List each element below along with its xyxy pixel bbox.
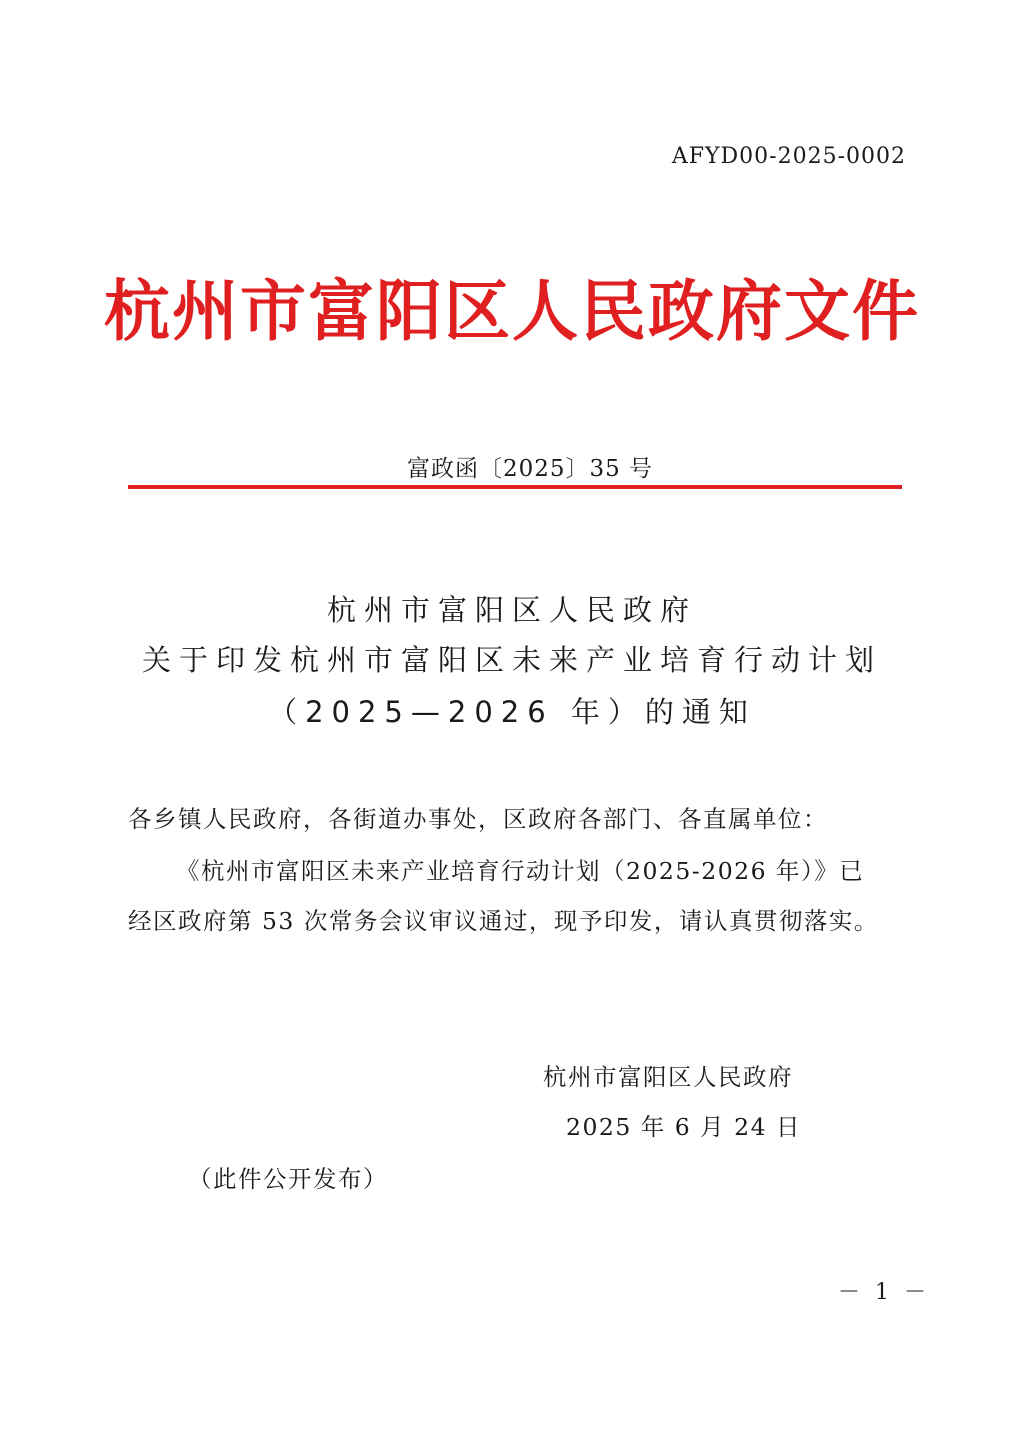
body-paragraph-line-2: 经区政府第 53 次常务会议审议通过，现予印发，请认真贯彻落实。 <box>128 907 879 935</box>
page-number: － 1 － <box>838 1280 930 1305</box>
signature-date: 2025 年 6 月 24 日 <box>566 1113 802 1141</box>
signature-organization: 杭州市富阳区人民政府 <box>543 1063 793 1091</box>
salutation: 各乡镇人民政府，各街道办事处，区政府各部门、各直属单位： <box>128 805 828 833</box>
notice-title-line-2: 关于印发杭州市富阳区未来产业培育行动计划 <box>141 643 882 677</box>
public-release-note: （此件公开发布） <box>188 1165 388 1193</box>
document-number: 富政函〔2025〕35 号 <box>406 456 654 482</box>
body-paragraph-line-1: 《杭州市富阳区未来产业培育行动计划（2025-2026 年）》已 <box>176 857 865 885</box>
notice-title-line-1: 杭州市富阳区人民政府 <box>326 593 697 627</box>
document-id: AFYD00-2025-0002 <box>671 144 906 169</box>
masthead-title: 杭州市富阳区人民政府文件 <box>104 272 920 350</box>
red-divider-line <box>128 485 902 489</box>
notice-title-line-3: （2025—2026 年）的通知 <box>268 695 756 729</box>
